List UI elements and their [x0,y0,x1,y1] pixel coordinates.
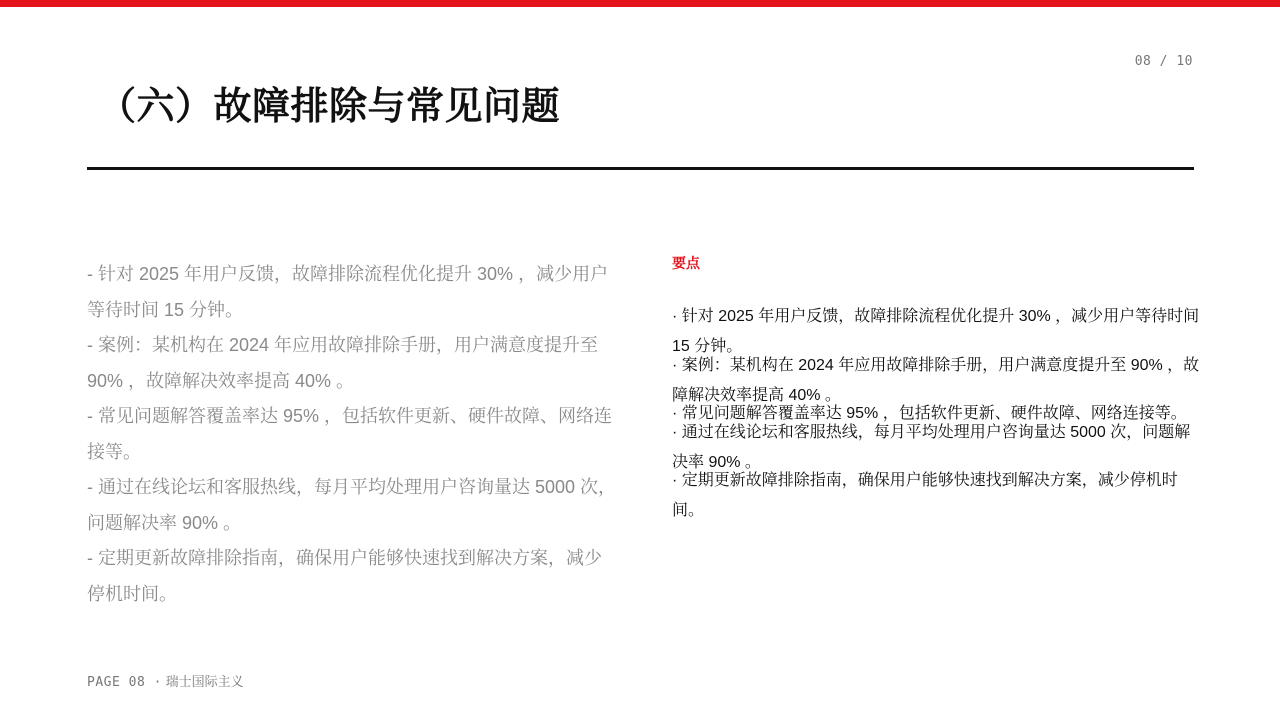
key-points-heading: 要点 [672,256,700,272]
top-accent-bar [0,0,1280,7]
list-item: - 通过在线论坛和客服热线，每月平均处理用户咨询量达 5000 次，问题解决率 90% 。 [87,477,617,533]
key-point-item: · 定期更新故障排除指南，确保用户能够快速找到解决方案，减少停机时间。 [672,472,1178,519]
title-divider [87,167,1194,170]
key-point-item: · 针对 2025 年用户反馈，故障排除流程优化提升 30% ，减少用户等待时间 15 分钟。 [672,308,1200,355]
footer-brand: 瑞士国际主义 [165,675,244,690]
list-item: - 定期更新故障排除指南，确保用户能够快速找到解决方案，减少停机时间。 [87,548,602,604]
key-point-item: · 案例：某机构在 2024 年应用故障排除手册，用户满意度提升至 90% ，故障解决效率提高 40% 。 [672,356,1200,404]
footer [87,671,244,690]
slide-title: （六）故障排除与常见问题 [98,84,561,128]
list-item: - 常见问题解答覆盖率达 95% ，包括软件更新、硬件故障、网络连接等。 [87,406,613,462]
footer-page-label: PAGE 08 · [87,675,162,690]
page-counter: 08 / 10 [1134,54,1193,69]
key-points-panel [672,254,1202,519]
list-item: - 案例：某机构在 2024 年应用故障排除手册，用户满意度提升至 90% ，故障解决效率提高 40% 。 [87,335,599,391]
key-point-item: · 常见问题解答覆盖率达 95% ，包括软件更新、硬件故障、网络连接等。 [672,405,1187,422]
key-point-item: · 通过在线论坛和客服热线，每月平均处理用户咨询量达 5000 次，问题解决率 90% 。 [672,423,1191,471]
list-item: - 针对 2025 年用户反馈，故障排除流程优化提升 30% ，减少用户等待时间 15 分钟。 [87,264,609,320]
body-list [87,257,617,612]
